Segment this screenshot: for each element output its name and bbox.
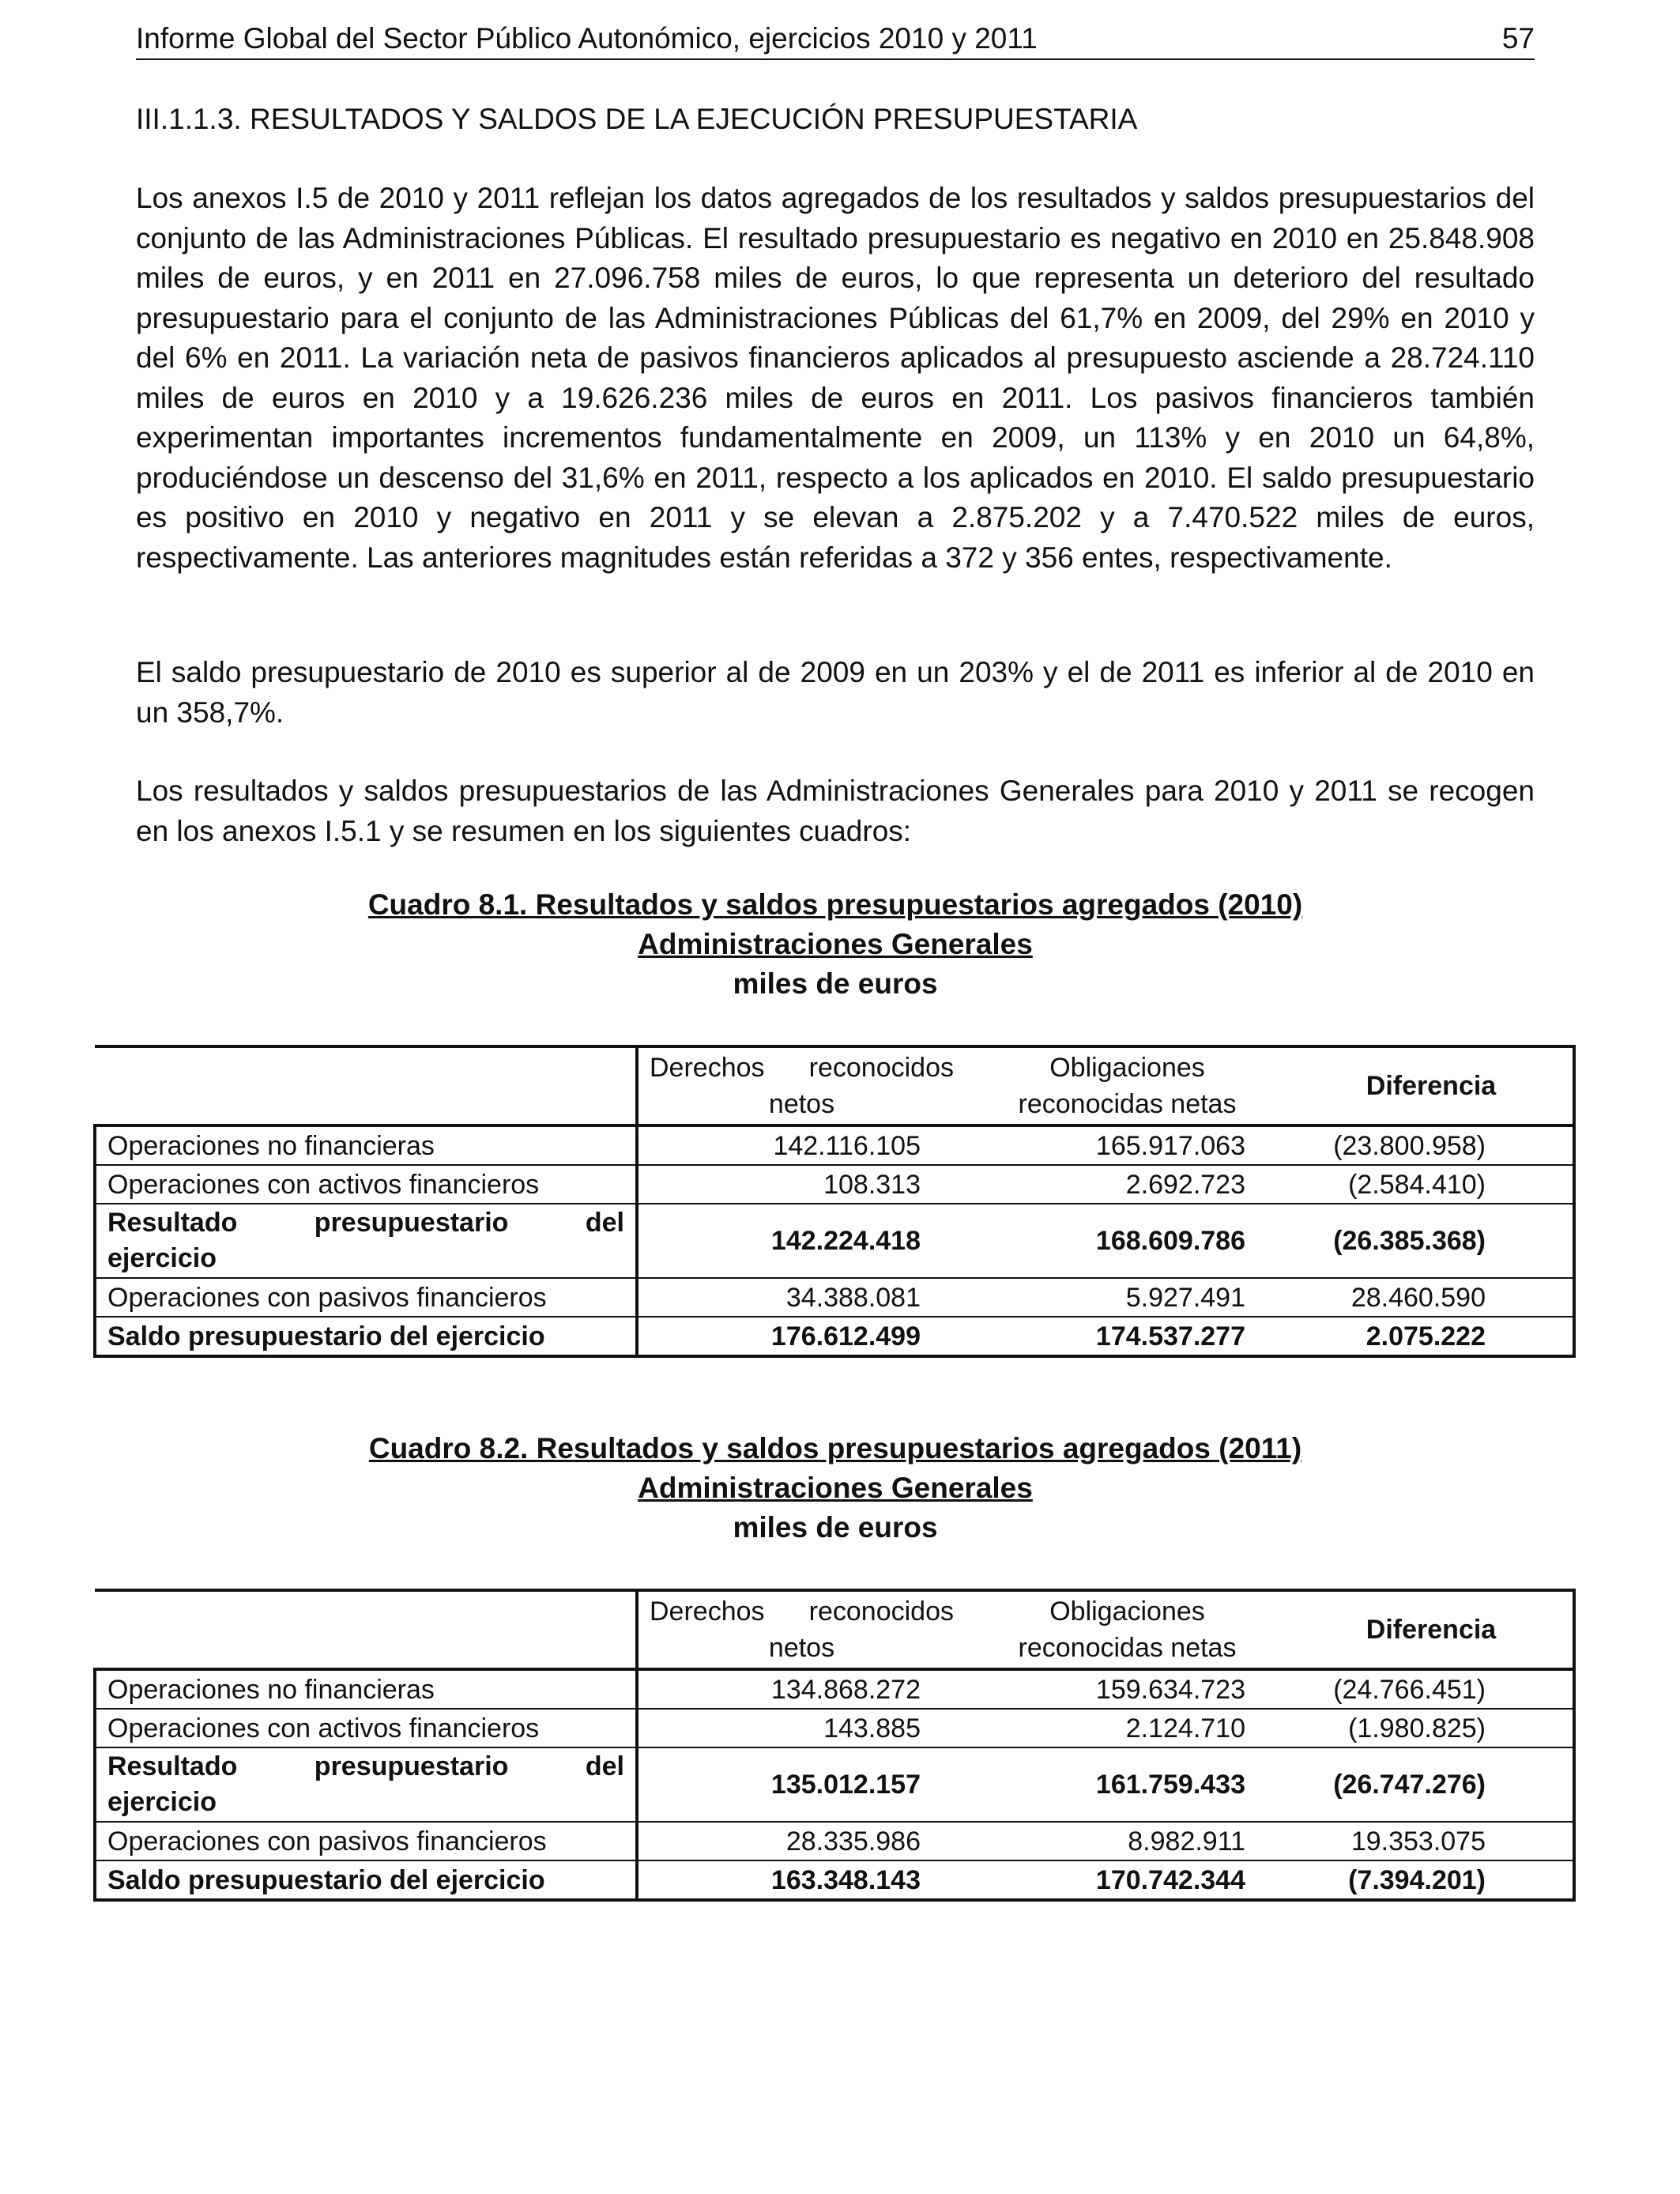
- page-number: 57: [1501, 22, 1535, 55]
- table-units: miles de euros: [733, 967, 938, 1000]
- table-caption: [136, 1429, 1535, 1547]
- table-row: Saldo presupuestario del ejercicio 163.348.143 170.742.344 (7.394.201): [95, 1860, 1574, 1900]
- budget-table-2011: [93, 1589, 1576, 1902]
- table-row: Resultado presupuestario del ejercicio 135.012.157 161.759.433 (26.747.276): [95, 1747, 1574, 1822]
- table-row: Operaciones con pasivos financieros 28.335.986 8.982.911 19.353.075: [95, 1822, 1574, 1860]
- header-obligaciones: Obligaciones reconocidas netas: [965, 1046, 1290, 1125]
- header-diferencia: Diferencia: [1290, 1590, 1574, 1669]
- document-title: Informe Global del Sector Público Autonómico, ejercicios 2010 y 2011: [136, 22, 1038, 55]
- budget-table-2010: [93, 1045, 1576, 1358]
- header-derechos: Derechos reconocidos netos: [637, 1046, 965, 1125]
- table-row: Operaciones no financieras 142.116.105 165.917.063 (23.800.958): [95, 1125, 1574, 1165]
- paragraph: Los resultados y saldos presupuestarios de las Administraciones Generales para 2010 y 2011 se recogen en los anexos I.5.1 y se resumen en los siguientes cuadros:: [136, 775, 1535, 847]
- page-header: [136, 21, 1535, 60]
- table-subtitle: Administraciones Generales: [638, 1472, 1033, 1504]
- table-header-row: [95, 1046, 1574, 1125]
- header-diferencia: Diferencia: [1290, 1046, 1574, 1125]
- table-subtitle: Administraciones Generales: [638, 928, 1033, 960]
- header-obligaciones: Obligaciones reconocidas netas: [965, 1590, 1290, 1669]
- paragraph: Los anexos I.5 de 2010 y 2011 reflejan los datos agregados de los resultados y saldos presupuestarios del conjunto de las Administraciones Públicas. El resultado presupuestario es negativo en 2010 en 25.848.908 miles de euros, y en 2011 en 27.096.758 miles de euros, lo que representa un deterioro del resultado presupuestario para el conjunto de las Administraciones Públicas del 61,7% en 2009, del 29% en 2010 y del 6% en 2011. La variación neta de pasivos financieros aplicados al presupuesto asciende a 28.724.110 miles de euros en 2010 y a 19.626.236 miles de euros en 2011. Los pasivos financieros también experimentan importantes incrementos fundamentalmente en 2009, un 113% y en 2010 un 64,8%, produciéndose un descenso del 31,6% en 2011, respecto a los aplicados en 2010. El saldo presupuestario es positivo en 2010 y negativo en 2011 y se elevan a 2.875.202 y a 7.470.522 miles de euros, respectivamente. Las anteriores magnitudes están referidas a 372 y 356 entes, respectivamente.: [136, 182, 1535, 574]
- table-row: Resultado presupuestario del ejercicio 142.224.418 168.609.786 (26.385.368): [95, 1204, 1574, 1278]
- table-row: Operaciones con activos financieros 143.885 2.124.710 (1.980.825): [95, 1709, 1574, 1747]
- table-row: Operaciones con pasivos financieros 34.388.081 5.927.491 28.460.590: [95, 1278, 1574, 1317]
- section-title: III.1.1.3. RESULTADOS Y SALDOS DE LA EJECUCIÓN PRESUPUESTARIA: [136, 103, 1138, 135]
- header-derechos: Derechos reconocidos netos: [637, 1590, 965, 1669]
- table-row: Operaciones no financieras 134.868.272 159.634.723 (24.766.451): [95, 1669, 1574, 1709]
- paragraph: El saldo presupuestario de 2010 es superior al de 2009 en un 203% y el de 2011 es inferior al de 2010 en un 358,7%.: [136, 656, 1535, 729]
- table-title: Cuadro 8.2. Resultados y saldos presupuestarios agregados (2011): [368, 1432, 1302, 1465]
- table-title: Cuadro 8.1. Resultados y saldos presupuestarios agregados (2010): [367, 888, 1303, 921]
- table-header-row: [95, 1590, 1574, 1669]
- table-units: miles de euros: [733, 1511, 938, 1544]
- table-caption: [136, 885, 1535, 1004]
- table-row: Saldo presupuestario del ejercicio 176.612.499 174.537.277 2.075.222: [95, 1317, 1574, 1356]
- table-row: Operaciones con activos financieros 108.313 2.692.723 (2.584.410): [95, 1165, 1574, 1204]
